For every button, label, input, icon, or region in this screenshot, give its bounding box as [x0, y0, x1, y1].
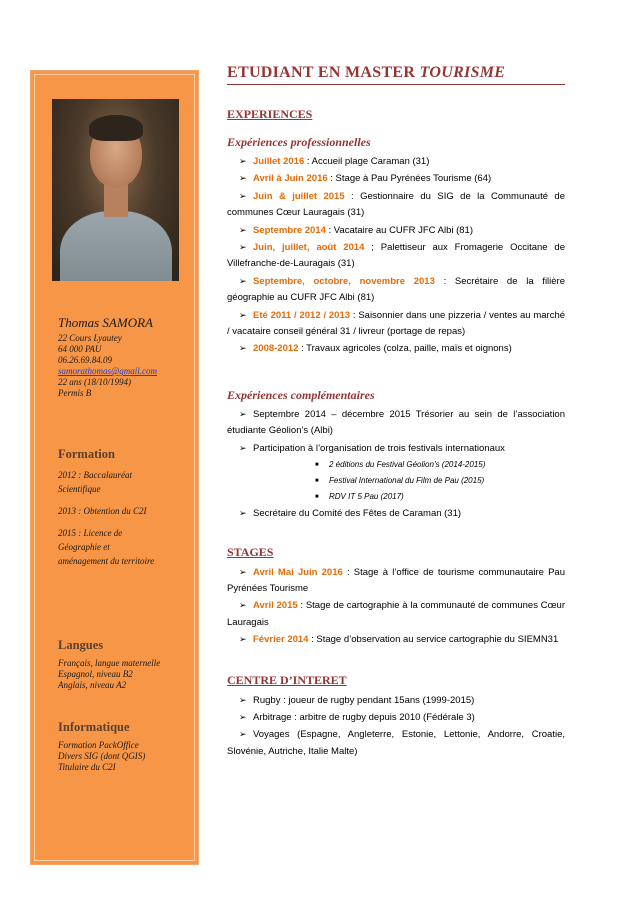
arrow-bullet-icon: ➢ — [239, 343, 247, 354]
stages-heading: STAGES — [227, 544, 274, 559]
interest-list — [227, 692, 565, 761]
list-item: ➢ Participation à l’organisation de trois festivals internationaux — [227, 440, 565, 457]
festival-item: ■ RDV IT 5 Pau (2017) — [227, 489, 565, 505]
arrow-bullet-icon: ➢ — [239, 566, 247, 577]
experiences-heading: EXPERIENCES — [227, 107, 313, 121]
arrow-bullet-icon: ➢ — [239, 242, 247, 253]
festival-item: ■ 2 éditions du Festival Géolion’s (2014-2015) — [227, 457, 565, 473]
arrow-bullet-icon: ➢ — [239, 694, 247, 705]
arrow-bullet-icon: ➢ — [239, 508, 247, 519]
arrow-bullet-icon: ➢ — [239, 173, 247, 184]
phone: 06.26.69.84.09 — [58, 355, 112, 365]
informatique-list — [58, 740, 145, 773]
info-item: Formation PackOffice — [58, 740, 139, 750]
arrow-bullet-icon: ➢ — [239, 156, 247, 166]
list-item: ➢ Février 2014 : Stage d’observation au service cartographie du SIEMN31 — [227, 631, 565, 648]
formation-list — [58, 468, 154, 568]
list-item: ➢ Juillet 2016 : Accueil plage Caraman (31) — [227, 153, 565, 170]
age: 22 ans (18/10/1994) — [58, 377, 131, 387]
contact-block — [58, 333, 157, 399]
sidebar — [30, 70, 199, 865]
list-item: ➢ Avril 2015 : Stage de cartographie à la communauté de communes Cœur Lauragais — [227, 597, 565, 631]
arrow-bullet-icon: ➢ — [239, 224, 247, 235]
list-item: ➢ Avril à Juin 2016 : Stage à Pau Pyrénées Tourisme (64) — [227, 170, 565, 187]
comp-experiences-list — [227, 406, 565, 523]
pro-experiences-heading: Expériences professionnelles — [227, 135, 371, 149]
langues-heading: Langues — [58, 638, 104, 652]
stages-list — [227, 564, 565, 649]
arrow-bullet-icon: ➢ — [239, 711, 247, 722]
pro-experiences-list — [227, 153, 565, 358]
arrow-bullet-icon: ➢ — [239, 634, 247, 645]
email-link[interactable]: samorathomas@gmail.com — [58, 366, 158, 376]
langue-item: Anglais, niveau A2 — [58, 680, 127, 690]
address-line-1: 22 Cours Lyautey — [58, 333, 122, 343]
arrow-bullet-icon: ➢ — [239, 309, 247, 320]
list-item: ➢ Septembre, octobre, novembre 2013 : Secrétaire de la filière géographie au CUFR JFC Albi (81) — [227, 273, 565, 307]
list-item: ➢ Septembre 2014 – décembre 2015 Trésorier au sein de l’association étudiante Géolion’s (Albi) — [227, 406, 565, 440]
list-item: ➢ Rugby : joueur de rugby pendant 15ans (1999-2015) — [227, 692, 565, 709]
comp-experiences-heading: Expériences complémentaires — [227, 387, 375, 402]
list-item: ➢ Septembre 2014 : Vacataire au CUFR JFC Albi (81) — [227, 222, 565, 239]
square-bullet-icon: ■ — [315, 462, 319, 469]
list-item: ➢ Avril Mai Juin 2016 : Stage à l’office de tourisme communautaire Pau Pyrénées Tourisme — [227, 564, 565, 598]
arrow-bullet-icon: ➢ — [239, 729, 247, 740]
informatique-heading: Informatique — [58, 720, 130, 734]
list-item: ➢ Secrétaire du Comité des Fêtes de Caraman (31) — [227, 505, 565, 522]
info-item: Titulaire du C2I — [58, 762, 116, 772]
langue-item: Espagnol, niveau B2 — [58, 669, 133, 679]
driving-permit: Permis B — [58, 388, 92, 398]
festival-item: ■ Festival International du Film de Pau (2015) — [227, 473, 565, 489]
list-item: ➢ Juin, juillet, août 2014 ; Palettiseur aux Fromagerie Occitane de Villefranche-de-Lauragais (31) — [227, 239, 565, 273]
arrow-bullet-icon: ➢ — [239, 408, 247, 419]
main-content — [227, 64, 565, 760]
list-item: ➢ Arbitrage : arbitre de rugby depuis 2010 (Fédérale 3) — [227, 709, 565, 726]
list-item: ➢ 2008-2012 : Travaux agricoles (colza, paille, maïs et oignons) — [227, 340, 565, 357]
arrow-bullet-icon: ➢ — [239, 442, 247, 453]
interest-heading: CENTRE D’INTERET — [227, 672, 347, 687]
formation-heading: Formation — [58, 447, 115, 461]
arrow-bullet-icon: ➢ — [239, 600, 247, 611]
square-bullet-icon: ■ — [315, 478, 319, 485]
square-bullet-icon: ■ — [315, 494, 319, 501]
formation-item: 2015 : Licence de Géographie et aménagement du territoire — [58, 528, 155, 566]
info-item: Divers SIG (dont QGIS) — [58, 751, 146, 761]
list-item: ➢ Eté 2011 / 2012 / 2013 : Saisonnier dans une pizzeria / ventes au marché / vacataire conseil général 31 / livreur (portage de repas) — [227, 307, 565, 341]
page-title: ETUDIANT EN MASTER TOURISME — [227, 64, 565, 85]
list-item: ➢ Juin & juillet 2015 : Gestionnaire du SIG de la Communauté de communes Cœur Lauragais (31) — [227, 188, 565, 222]
address-line-2: 64 000 PAU — [58, 344, 102, 354]
candidate-name: Thomas SAMORA — [58, 315, 153, 330]
langues-list — [58, 658, 160, 691]
formation-item: 2012 : Baccalauréat Scientifique — [58, 470, 132, 494]
arrow-bullet-icon: ➢ — [239, 190, 247, 201]
arrow-bullet-icon: ➢ — [239, 275, 247, 286]
langue-item: Français, langue maternelle — [58, 658, 161, 668]
profile-photo — [52, 99, 179, 281]
list-item: ➢ Voyages (Espagne, Angleterre, Estonie, Lettonie, Andorre, Croatie, Slovénie, Autriche, Italie Malte) — [227, 726, 565, 760]
formation-item: 2013 : Obtention du C2I — [58, 506, 147, 516]
